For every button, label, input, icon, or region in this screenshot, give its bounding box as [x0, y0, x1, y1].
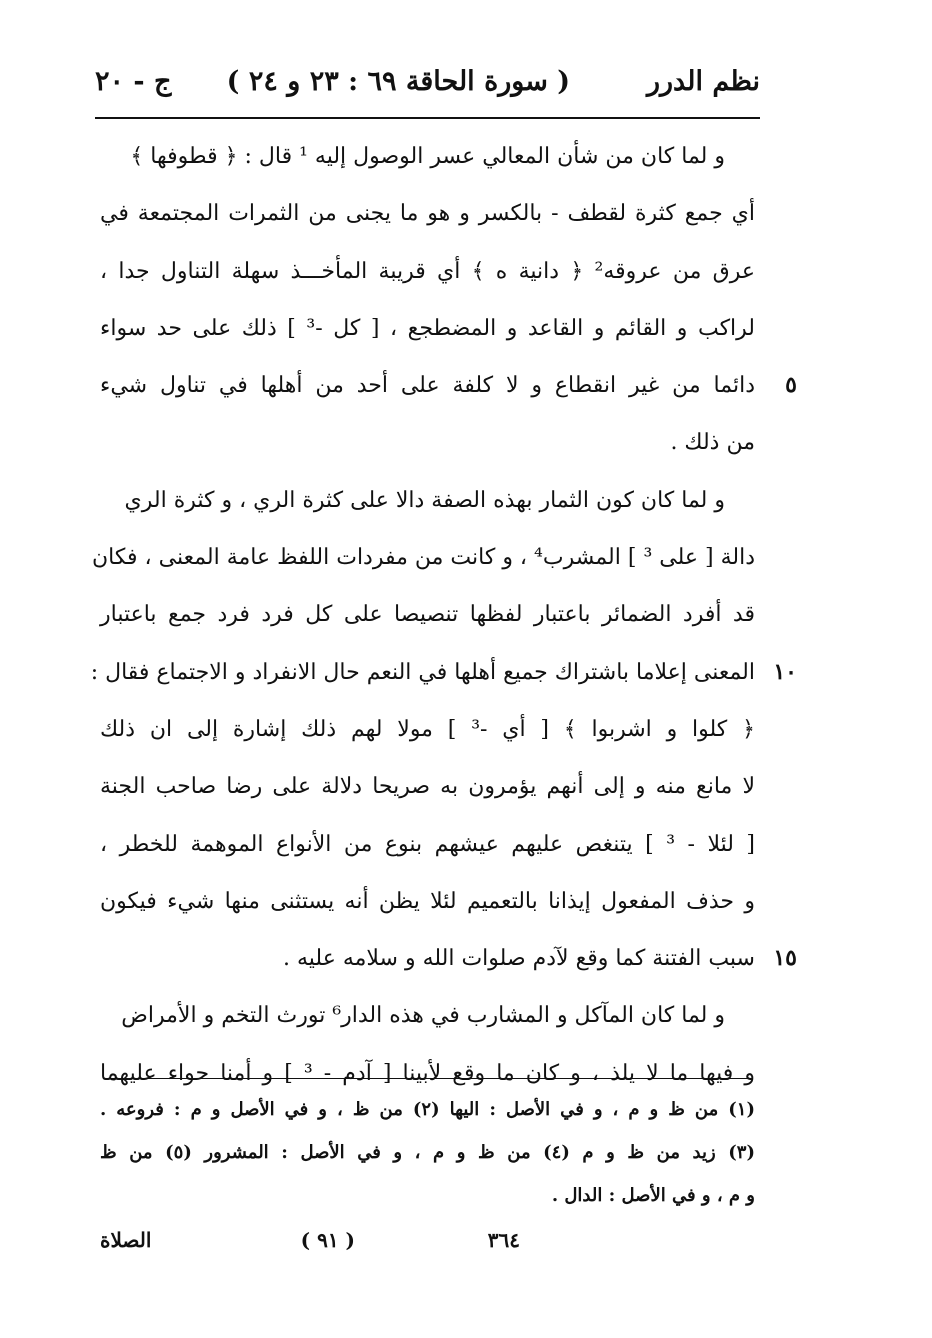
text-line	[90, 644, 797, 701]
text-line-content: و لما كان من شأن المعالي عسر الوصول إليه ¹ قال : ﴿ قطوفها ﴾	[130, 144, 725, 169]
text-line	[100, 357, 797, 414]
header-rule	[95, 117, 760, 119]
text-line-content: و لما كان المآكل و المشارب في هذه الدار⁶ تورث التخم و الأمراض	[121, 1003, 725, 1029]
page-number: ٣٦٤	[487, 1228, 520, 1252]
text-line-content: و فيها ما لا يلذ ، و كان ما وقع لأبينا [ آدم - ³ ] و أمنا حواء عليهما	[100, 1060, 755, 1086]
surah-reference: ( سورة الحاقة ٦٩ : ٢٣ و ٢٤ )	[226, 66, 570, 97]
line-number: ١٥	[773, 945, 797, 972]
text-line	[100, 987, 755, 1044]
text-line-content: دائما من غير انقطاع و لا كلفة على أحد من أهلها في تناول شيء	[100, 373, 755, 399]
footnote-line: (٣) زيد من ظ و م (٤) من ظ و م ، و في الأصل : المشرور (٥) من ظ	[100, 1142, 755, 1163]
text-line-content: و حذف المفعول إيذانا بالتعميم لئلا يظن أنه يستثنى منها شيء فيكون	[100, 888, 755, 914]
text-line	[100, 758, 755, 815]
signature-mark: ( ٩١ )	[300, 1228, 355, 1252]
volume-number: ج - ٢٠	[95, 66, 172, 97]
text-line	[100, 128, 755, 185]
text-line	[100, 873, 755, 930]
text-line	[100, 816, 755, 873]
text-line	[100, 414, 755, 471]
main-text	[90, 128, 797, 1102]
text-line	[100, 472, 755, 529]
text-line	[92, 529, 755, 586]
text-line-content: دالة [ على ³ ] المشرب⁴ ، و كانت من مفردات اللفظ عامة المعنى ، فكان	[92, 545, 755, 571]
text-line-content: ﴿ كلوا و اشربوا ﴾ [ أي -³ ] مولا لهم ذلك إشارة إلى ان ذلك	[100, 716, 755, 742]
text-line-content: لا مانع منه و إلى أنهم يؤمرون به صريحا دلالة على رضا صاحب الجنة	[100, 774, 755, 800]
text-line	[100, 701, 755, 758]
text-line	[100, 930, 797, 987]
page-footer	[100, 1228, 520, 1268]
line-number: ٥	[785, 372, 797, 399]
line-number: ١٠	[773, 658, 797, 685]
footnote-line: و م ، و في الأصل : الدال .	[551, 1185, 755, 1206]
text-line-content: أي جمع كثرة لقطف - بالكسر و هو ما يجنى من الثمرات المجتمعة في	[100, 201, 755, 227]
text-line-content: من ذلك .	[670, 430, 755, 456]
text-line	[100, 300, 755, 357]
running-header	[95, 60, 760, 110]
text-line-content: سبب الفتنة كما وقع لآدم صلوات الله و سلامه عليه .	[283, 946, 755, 972]
text-line	[100, 243, 755, 300]
text-line-content: المعنى إعلاما باشتراك جميع أهلها في النعم حال الانفراد و الاجتماع فقال :	[90, 659, 755, 685]
text-line	[100, 185, 755, 242]
footnotes	[100, 1088, 755, 1217]
catchword: الصلاة	[100, 1228, 152, 1252]
footnote-line: (١) من ظ و م ، و في الأصل : اليها (٢) من ظ ، و في الأصل و م : فروعه .	[100, 1099, 755, 1120]
text-line-content: و لما كان كون الثمار بهذه الصفة دالا على كثرة الري ، و كثرة الري	[124, 487, 725, 513]
text-line-content: قد أفرد الضمائر باعتبار لفظها تنصيصا على كل فرد فرد جمع باعتبار	[100, 602, 755, 628]
text-line	[100, 586, 755, 643]
book-title: نظم الدرر	[646, 66, 760, 97]
text-line-content: عرق من عروقه² ﴿ دانية ه ﴾ أي قريبة المأخـــذ سهلة التناول جدا ،	[100, 258, 755, 284]
text-line-content: [ لئلا - ³ ] يتنغص عليهم عيشهم بنوع من الأنواع الموهمة للخطر ،	[100, 831, 755, 857]
text-line-content: لراكب و القائم و القاعد و المضطجع ، [ كل -³ ] ذلك على حد سواء	[100, 315, 755, 341]
footnote-rule	[110, 1078, 750, 1079]
